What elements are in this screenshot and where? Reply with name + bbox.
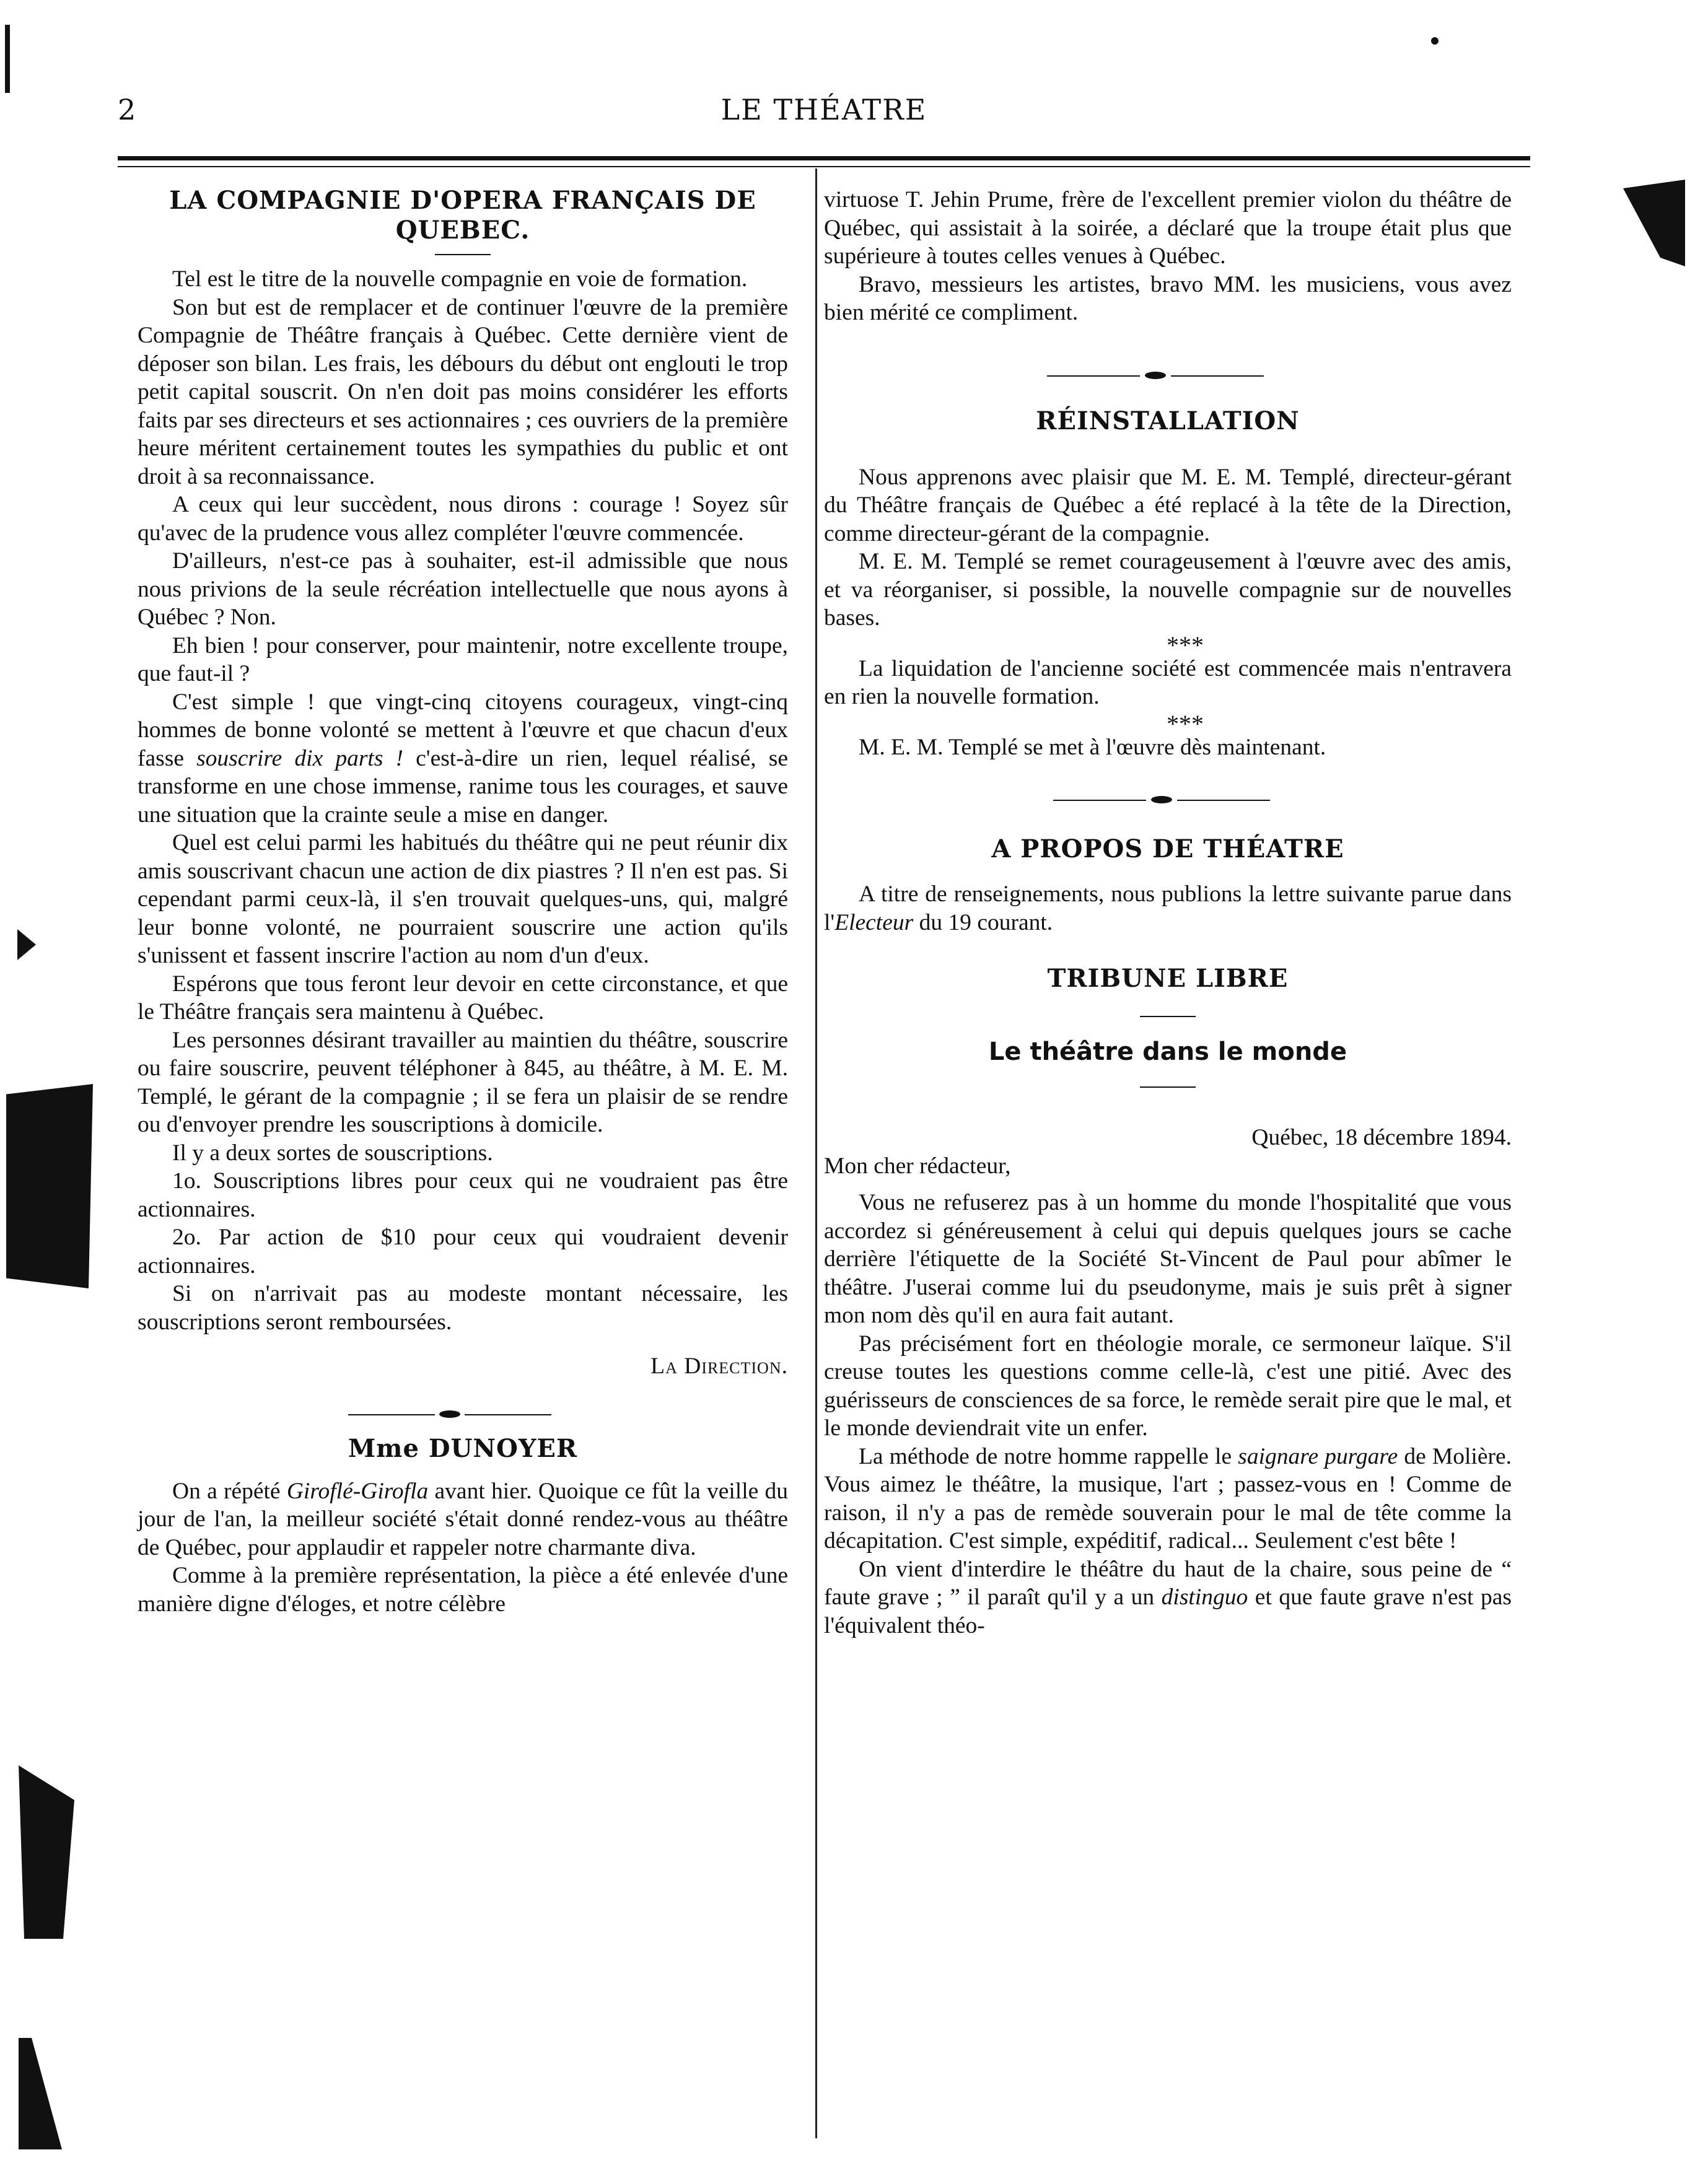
column-rule: [815, 168, 817, 2138]
paragraph: Vous ne refuserez pas à un homme du monde l'hospitalité que vous accordez si généreusement à celui qui depuis quelques jours se cache derrière l'étiquette de la Société St-Vincent de Paul pour abîmer le théâtre. J'userai comme lui du pseudonyme, mais je suis prêt à signer mon nom dès qu'il en aura fait autant.: [824, 1190, 1512, 1328]
paragraph: Pas précisément fort en théologie morale, ce sermoneur laïque. S'il creuse toutes les questions comme celle-là, c'est une pitié. Avec des guérisseurs de consciences de sa force, le remède serait pire que le mal, et le monde deviendrait vite un enfer.: [824, 1331, 1512, 1441]
article-title-reinstallation: RÉINSTALLATION: [1036, 406, 1300, 435]
short-rule: [1140, 1016, 1196, 1017]
text-run: avant hier. Quoique ce fût la veille du jour de l'an, la meilleur société s'était donné rendez-vous au théâtre de Québec, pour applaudir et rappeler notre charmante diva.: [138, 1478, 788, 1560]
paragraph: Nous apprenons avec plaisir que M. E. M. Templé, directeur-gérant du Théâtre français de Québec a été replacé à la tête de la Direction, comme directeur-gérant de la compagnie.: [824, 464, 1512, 546]
paragraph: 2o. Par action de $10 pour ceux qui voudraient devenir actionnaires.: [138, 1225, 788, 1279]
dateline: Québec, 18 décembre 1894.: [1251, 1125, 1512, 1150]
paragraph: M. E. M. Templé se remet courageusement à l'œuvre avec des amis, et va réorganiser, si possible, la nouvelle compagnie sur de nouvelles bases.: [824, 549, 1512, 631]
signature: La Direction.: [650, 1353, 788, 1379]
text-run: de Molière. Vous aimez le théâtre, la musique, l'art ; passez-vous en ! Comme de raison, il n'y a pas de remède souverain pour le mal de tête comme la décapitation. C'est simple, expéditif, radical... Seulement c'est bête !: [824, 1443, 1512, 1554]
ornament-separator: [138, 1403, 788, 1428]
paragraph: D'ailleurs, n'est-ce pas à souhaiter, est-il admissible que nous nous privions de la seule récréation intellectuelle que nous ayons à Québec ? Non.: [138, 548, 788, 630]
scan-mark: [1623, 180, 1685, 266]
italic-run: Electeur: [834, 909, 914, 935]
separator-line: [1171, 375, 1264, 377]
text-run: du 19 courant.: [913, 909, 1053, 935]
scan-mark: [17, 929, 36, 960]
paragraph: Espérons que tous feront leur devoir en cette circonstance, et que le Théâtre français sera maintenu à Québec.: [138, 971, 788, 1025]
paragraph: A ceux qui leur succèdent, nous dirons : courage ! Soyez sûr qu'avec de la prudence vous allez compléter l'œuvre commencée.: [138, 492, 788, 546]
separator-ornament: [1151, 796, 1172, 803]
short-rule: [1140, 1086, 1196, 1088]
paragraph: [824, 1555, 1512, 1640]
scan-mark: [19, 1765, 74, 1939]
text-run: On vient d'interdire le théâtre du haut de la chaire, sous peine de “ faute grave ; ” il paraît qu'il y a un: [824, 1556, 1512, 1610]
paragraph: Eh bien ! pour conserver, pour maintenir, notre excellente troupe, que faut-il ?: [138, 632, 788, 686]
paragraph: 1o. Souscriptions libres pour ceux qui ne voudraient pas être actionnaires.: [138, 1168, 788, 1222]
paragraph: Bravo, messieurs les artistes, bravo MM. les musiciens, vous avez bien mérité ce compliment.: [824, 271, 1512, 325]
subtitle: Le théâtre dans le monde: [988, 1038, 1347, 1066]
header-rule-thin: [118, 166, 1530, 167]
asterism: ***: [1167, 631, 1204, 659]
italic-run: souscrire dix parts !: [196, 745, 404, 771]
italic-run: distinguo: [1161, 1584, 1248, 1610]
text-run: C'est simple ! que vingt-cinq citoyens courageux, vingt-cinq hommes de bonne volonté se mettent à l'œuvre et que chacun d'eux fasse: [138, 689, 788, 771]
paragraph: [824, 880, 1512, 937]
text-run: On a répété: [172, 1478, 287, 1504]
text-run: et que faute grave n'est pas l'équivalent théo-: [824, 1584, 1512, 1638]
article-title-compagnie: LA COMPAGNIE D'OPERA FRANÇAIS DE QUEBEC.: [169, 186, 756, 245]
separator-ornament: [1145, 372, 1166, 379]
ornament-separator: [824, 364, 1512, 389]
asterism: ***: [1167, 709, 1204, 738]
separator-line: [348, 1414, 435, 1415]
text-run: A titre de renseignements, nous publions la lettre suivante parue dans l': [824, 881, 1512, 935]
paragraph: Tel est le titre de la nouvelle compagnie en voie de formation.: [172, 266, 748, 292]
paragraph: La liquidation de l'ancienne société est commencée mais n'entravera en rien la nouvelle formation.: [824, 655, 1512, 709]
header-rule-thick: [118, 156, 1530, 160]
right-column: [824, 186, 1512, 1640]
running-title: LE THÉATRE: [720, 93, 927, 126]
text-run: c'est-à-dire un rien, lequel réalisé, se transforme en une chose immense, ranime tous les courages, et sauve une situation que la crainte seule a mise en danger.: [138, 745, 788, 828]
article-title-a-propos: A PROPOS DE THÉATRE: [991, 834, 1344, 863]
paragraph: [138, 1477, 788, 1562]
title-underline: [435, 254, 491, 255]
paragraph: Les personnes désirant travailler au maintien du théâtre, souscrire ou faire souscrire, peuvent téléphoner à 845, au théâtre, à M. E. M. Templé, le gérant de la compagnie ; il se fera un plaisir de se rendre ou d'envoyer prendre les souscriptions à domicile.: [138, 1027, 788, 1137]
paragraph: Comme à la première représentation, la pièce a été enlevée d'une manière digne d'éloges, et notre célèbre: [138, 1563, 788, 1617]
italic-run: saignare purgare: [1238, 1443, 1398, 1469]
paragraph: M. E. M. Templé se met à l'œuvre dès maintenant.: [859, 734, 1326, 760]
scan-mark: [5, 25, 10, 93]
paragraph: [824, 1443, 1512, 1555]
paragraph: Il y a deux sortes de souscriptions.: [172, 1140, 493, 1166]
separator-line: [1053, 800, 1146, 801]
scan-mark: [19, 2038, 62, 2149]
tribune-heading: TRIBUNE LIBRE: [1047, 964, 1289, 993]
paragraph: Son but est de remplacer et de continuer l'œuvre de la première Compagnie de Théâtre français à Québec. Cette dernière vient de déposer son bilan. Les frais, les débours du début ont englouti le trop petit capital souscrit. On n'en doit pas moins considérer les efforts faits par ses directeurs et ses actionnaires ; ces ouvriers de la première heure méritent certainement toutes les sympathies du public et ont droit à sa reconnaissance.: [138, 294, 788, 489]
text-run: La méthode de notre homme rappelle le: [859, 1443, 1238, 1469]
paragraph: [138, 688, 788, 829]
separator-line: [1047, 375, 1140, 377]
salutation: Mon cher rédacteur,: [824, 1153, 1011, 1179]
paragraph: Si on n'arrivait pas au modeste montant nécessaire, les souscriptions seront remboursées.: [138, 1281, 788, 1335]
scan-mark: [6, 1084, 93, 1288]
separator-line: [465, 1414, 551, 1415]
scan-mark: [1431, 37, 1439, 45]
separator-line: [1177, 800, 1270, 801]
running-head: [118, 93, 1530, 136]
left-column: [138, 186, 788, 1618]
separator-ornament: [439, 1410, 460, 1418]
paragraph: virtuose T. Jehin Prume, frère de l'excellent premier violon du théâtre de Québec, qui assistait à la soirée, a déclaré que la troupe était plus que supérieure à toutes celles venues à Québec.: [824, 187, 1512, 269]
article-title-dunoyer: Mme DUNOYER: [348, 1433, 578, 1463]
paragraph: Quel est celui parmi les habitués du théâtre qui ne peut réunir dix amis souscrivant chacun une action de dix piastres ? Il n'en est pas. Si cependant parmi ceux-là, il s'en trouvait quelques-uns, qui, malgré leur bonne volonté, ne pourraient souscrire une action qu'ils s'unissent et fassent inscrire l'action au nom d'un d'eux.: [138, 830, 788, 968]
ornament-separator: [824, 789, 1512, 813]
italic-run: Giroflé-Girofla: [286, 1478, 429, 1504]
page-number: 2: [118, 93, 136, 126]
